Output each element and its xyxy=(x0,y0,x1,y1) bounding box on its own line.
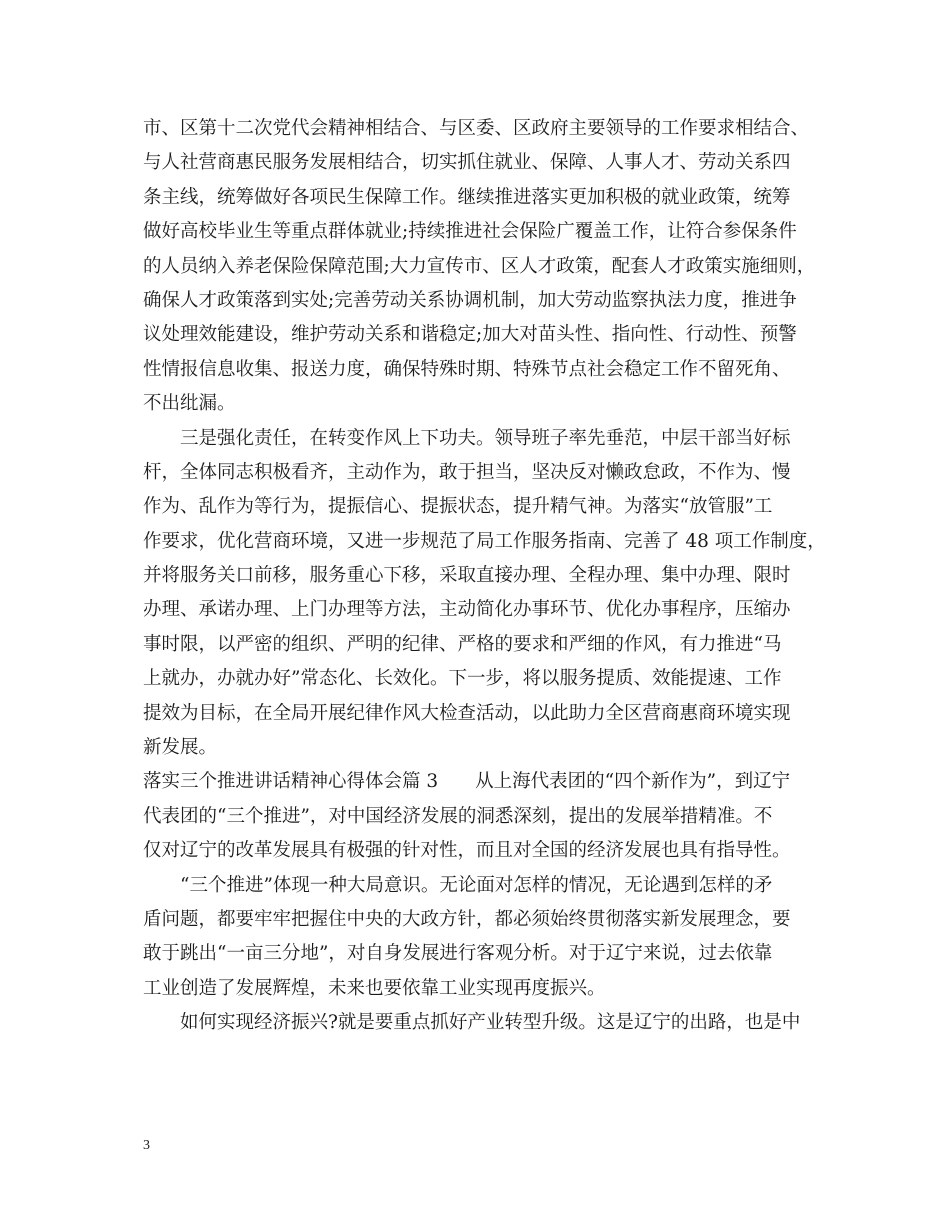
text-line: “三个推进”体现一种大局意识。无论面对怎样的情况，无论遇到怎样的矛 xyxy=(180,874,773,896)
text-line: 条主线，统筹做好各项民生保障工作。继续推进落实更加积极的就业政策，统筹 xyxy=(143,186,791,208)
text-line: 仅对辽宁的改革发展具有极强的针对性，而且对全国的经济发展也具有指导性。 xyxy=(143,840,791,862)
text-line: 落实三个推进讲话精神心得体会篇 3 从上海代表团的“四个新作为”，到辽宁 xyxy=(143,771,791,793)
page-number: 3 xyxy=(143,1138,150,1153)
text-line: 作为、乱作为等行为，提振信心、提振状态，提升精气神。为落实“放管服”工 xyxy=(143,496,773,518)
document-body xyxy=(143,112,833,1041)
text-line: 三是强化责任，在转变作风上下功夫。领导班子率先垂范，中层干部当好标 xyxy=(180,427,791,449)
text-line: 性情报信息收集、报送力度，确保特殊时期、特殊节点社会稳定工作不留死角、 xyxy=(143,358,791,380)
text-line: 做好高校毕业生等重点群体就业;持续推进社会保险广覆盖工作，让符合参保条件 xyxy=(143,221,797,243)
text-line: 市、区第十二次党代会精神相结合、与区委、区政府主要领导的工作要求相结合、 xyxy=(143,118,810,139)
text-line: 杆，全体同志积极看齐，主动作为，敢于担当，坚决反对懒政怠政，不作为、慢 xyxy=(143,461,791,483)
text-line: 确保人才政策落到实处;完善劳动关系协调机制，加大劳动监察执法力度，推进争 xyxy=(143,289,797,311)
text-line: 工业创造了发展辉煌，未来也要依靠工业实现再度振兴。 xyxy=(143,977,606,999)
text-line: 并将服务关口前移，服务重心下移，采取直接办理、全程办理、集中办理、限时 xyxy=(143,565,791,587)
text-line: 办理、承诺办理、上门办理等方法，主动简化办事环节、优化办事程序，压缩办 xyxy=(143,599,791,621)
text-line: 盾问题，都要牢牢把握住中央的大政方针，都必须始终贯彻落实新发展理念，要 xyxy=(143,908,791,930)
text-line: 作要求，优化营商环境，又进一步规范了局工作服务指南、完善了 48 项工作制度， xyxy=(143,530,826,552)
text-line: 敢于跳出“一亩三分地”，对自身发展进行客观分析。对于辽宁来说，过去依靠 xyxy=(143,943,773,965)
text-line: 的人员纳入养老保险保障范围;大力宣传市、区人才政策，配套人才政策实施细则， xyxy=(143,255,816,277)
text-line: 事时限，以严密的组织、严明的纪律、严格的要求和严细的作风，有力推进“马 xyxy=(143,633,782,655)
text-line: 议处理效能建设，维护劳动关系和谐稳定;加大对苗头性、指向性、行动性、预警 xyxy=(143,324,797,346)
text-line: 提效为目标，在全局开展纪律作风大检查活动，以此助力全区营商惠商环境实现 xyxy=(143,702,791,724)
text-line: 如何实现经济振兴?就是要重点抓好产业转型升级。这是辽宁的出路，也是中 xyxy=(180,1012,801,1034)
text-line: 代表团的“三个推进”，对中国经济发展的洞悉深刻，提出的发展举措精准。不 xyxy=(143,805,773,827)
text-line: 上就办，办就办好”常态化、长效化。下一步，将以服务提质、效能提速、工作 xyxy=(143,668,782,690)
text-line: 与人社营商惠民服务发展相结合，切实抓住就业、保障、人事人才、劳动关系四 xyxy=(143,152,791,174)
text-line: 新发展。 xyxy=(143,737,218,759)
text-line: 不出纰漏。 xyxy=(143,393,236,415)
